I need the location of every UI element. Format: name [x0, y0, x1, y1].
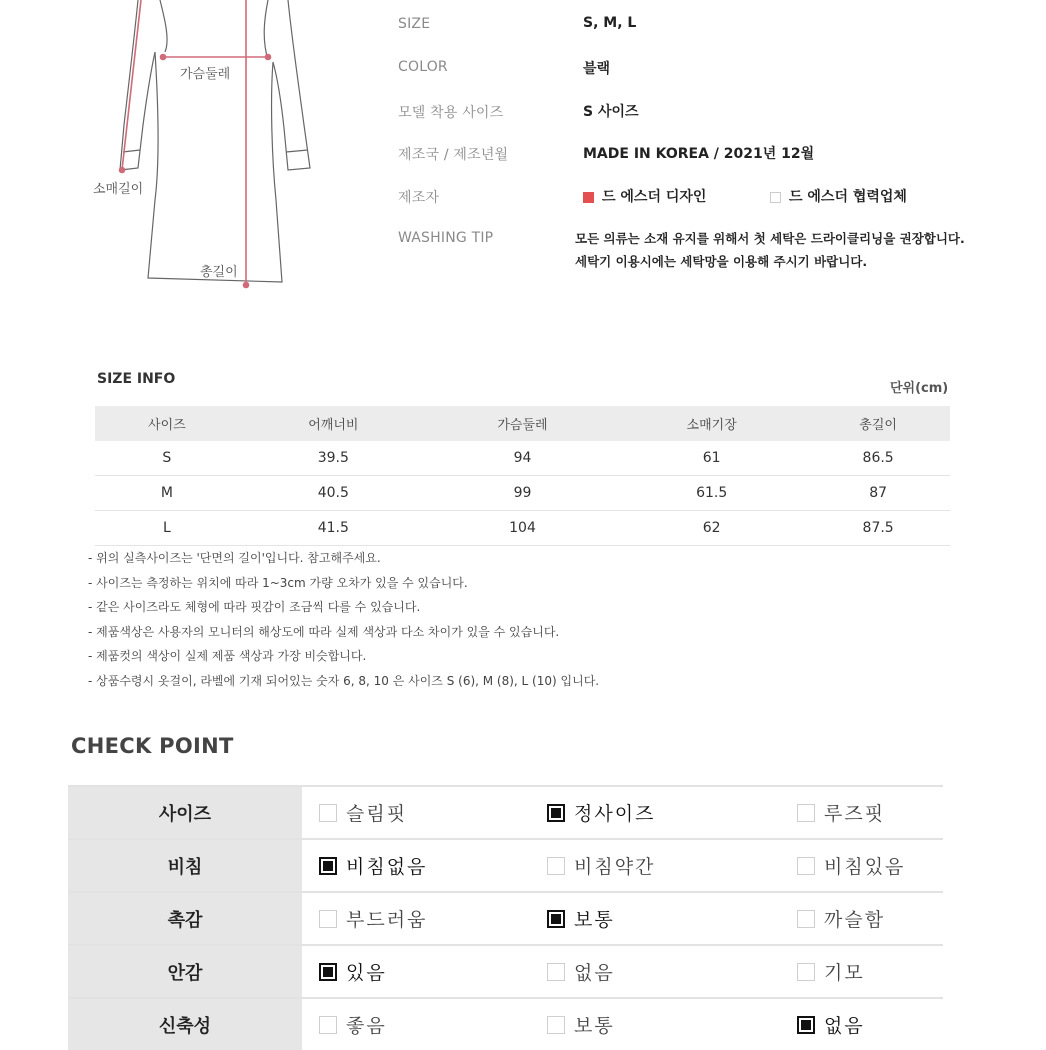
check-point-label: 신축성 [68, 999, 302, 1050]
table-cell: 87.5 [806, 511, 950, 546]
unchecked-box-icon [319, 910, 337, 928]
maker-option-selected: 드 에스더 디자인 [583, 186, 706, 206]
header-chest: 가슴둘레 [428, 406, 617, 441]
table-row [95, 511, 950, 546]
chest-measure-label: 가슴둘레 [180, 67, 231, 82]
table-cell: M [95, 476, 239, 511]
length-measure-label: 총길이 [200, 265, 238, 280]
check-point-title: CHECK POINT [71, 734, 234, 758]
maker-label: 제조자 [398, 190, 440, 206]
check-point-row [68, 891, 943, 944]
table-cell: 41.5 [239, 511, 428, 546]
size-notes [88, 546, 599, 693]
table-row [95, 441, 950, 476]
model-size-value: S 사이즈 [583, 104, 639, 120]
checked-box-icon [547, 910, 565, 928]
check-point-option-label: 슬림핏 [346, 803, 408, 825]
size-table [95, 406, 950, 546]
check-point-option [319, 787, 407, 838]
table-cell: 62 [617, 511, 806, 546]
table-row [95, 476, 950, 511]
header-sleeve: 소매기장 [617, 406, 806, 441]
table-cell: 40.5 [239, 476, 428, 511]
note-line: - 같은 사이즈라도 체형에 따라 핏감이 조금씩 다를 수 있습니다. [88, 600, 421, 614]
size-label: SIZE [398, 16, 431, 32]
garment-measurement-diagram [0, 0, 360, 300]
table-cell: 61 [617, 441, 806, 476]
check-point-option [547, 787, 655, 838]
sleeve-measure-label: 소매길이 [93, 182, 144, 197]
table-cell: 94 [428, 441, 617, 476]
check-point-option-label: 기모 [824, 962, 865, 984]
unchecked-box-icon [547, 857, 565, 875]
check-point-option-label: 루즈핏 [824, 803, 886, 825]
check-point-label: 사이즈 [68, 787, 302, 838]
unchecked-box-icon [547, 963, 565, 981]
unchecked-box-icon [319, 1016, 337, 1034]
check-point-option [547, 840, 655, 891]
check-point-row [68, 997, 943, 1050]
check-point-row [68, 785, 943, 838]
checked-box-icon [319, 857, 337, 875]
size-table-header [95, 406, 950, 441]
check-point-option-label: 없음 [824, 1015, 865, 1037]
maker-unchecked-swatch [770, 192, 781, 203]
washing-line-1: 모든 의류는 소재 유지를 위해서 첫 세탁은 드라이클리닝을 권장합니다. [575, 231, 965, 246]
checked-box-icon [319, 963, 337, 981]
check-point-option [797, 893, 885, 944]
check-point-option-label: 비침약간 [574, 856, 656, 878]
check-point-option [547, 893, 615, 944]
note-line: - 사이즈는 측정하는 위치에 따라 1~3cm 가량 오차가 있을 수 있습니다. [88, 575, 468, 590]
size-value: S, M, L [583, 15, 637, 31]
check-point-option-label: 비침있음 [824, 856, 906, 878]
check-point-option [797, 999, 865, 1050]
check-point-option-label: 있음 [346, 962, 387, 984]
table-cell: 104 [428, 511, 617, 546]
check-point-row [68, 838, 943, 891]
header-shoulder: 어깨너비 [239, 406, 428, 441]
table-cell: S [95, 441, 239, 476]
check-point-label: 안감 [68, 946, 302, 997]
model-size-label: 모델 착용 사이즈 [398, 105, 504, 121]
check-point-option-label: 보통 [574, 1015, 615, 1037]
check-point-label: 촉감 [68, 893, 302, 944]
washing-tip [575, 227, 965, 273]
washing-label: WASHING TIP [398, 230, 494, 246]
table-cell: 39.5 [239, 441, 428, 476]
note-line: - 상품수령시 옷걸이, 라벨에 기재 되어있는 숫자 6, 8, 10 은 사이즈 S (6), M (8), L (10) 입니다. [88, 673, 600, 688]
check-point-option [797, 840, 905, 891]
maker-checked-swatch [583, 192, 594, 203]
unchecked-box-icon [797, 857, 815, 875]
check-point-option [797, 787, 885, 838]
origin-label: 제조국 / 제조년월 [398, 147, 509, 163]
maker-option-other: 드 에스더 협력업체 [770, 186, 907, 206]
table-cell: 61.5 [617, 476, 806, 511]
size-info-unit: 단위(cm) [890, 381, 949, 396]
check-point-row [68, 944, 943, 997]
check-point-label: 비침 [68, 840, 302, 891]
checked-box-icon [547, 804, 565, 822]
origin-value: MADE IN KOREA / 2021년 12월 [583, 146, 815, 162]
unchecked-box-icon [797, 963, 815, 981]
size-info-title: SIZE INFO [97, 371, 176, 387]
check-point-option-label: 보통 [574, 909, 615, 931]
check-point-option-label: 부드러움 [346, 909, 428, 931]
dress-outline [120, 0, 310, 282]
table-cell: 87 [806, 476, 950, 511]
check-point-table [68, 785, 943, 1050]
unchecked-box-icon [319, 804, 337, 822]
check-point-option [319, 999, 387, 1050]
check-point-option-label: 없음 [574, 962, 615, 984]
header-size: 사이즈 [95, 406, 239, 441]
check-point-option-label: 좋음 [346, 1015, 387, 1037]
check-point-option-label: 까슬함 [824, 909, 886, 931]
check-point-option-label: 비침없음 [346, 856, 428, 878]
check-point-option [319, 946, 387, 997]
header-length: 총길이 [806, 406, 950, 441]
note-line: - 제품컷의 색상이 실제 제품 색상과 가장 비슷합니다. [88, 649, 367, 663]
measure-lines [120, 0, 271, 288]
checked-box-icon [797, 1016, 815, 1034]
check-point-option [319, 893, 427, 944]
table-cell: 86.5 [806, 441, 950, 476]
unchecked-box-icon [547, 1016, 565, 1034]
color-label: COLOR [398, 59, 448, 75]
check-point-option [547, 946, 615, 997]
note-line: - 위의 실측사이즈는 '단면의 길이'입니다. 참고해주세요. [88, 551, 381, 565]
check-point-option [797, 946, 865, 997]
note-line: - 제품색상은 사용자의 모니터의 해상도에 따라 실제 색상과 다소 차이가 있을 수 있습니다. [88, 624, 560, 639]
unchecked-box-icon [797, 804, 815, 822]
unchecked-box-icon [797, 910, 815, 928]
table-cell: L [95, 511, 239, 546]
washing-line-2: 세탁기 이용시에는 세탁망을 이용해 주시기 바랍니다. [575, 254, 868, 269]
color-value: 블랙 [583, 61, 611, 77]
check-point-option [319, 840, 427, 891]
check-point-option-label: 정사이즈 [574, 803, 656, 825]
table-cell: 99 [428, 476, 617, 511]
check-point-option [547, 999, 615, 1050]
